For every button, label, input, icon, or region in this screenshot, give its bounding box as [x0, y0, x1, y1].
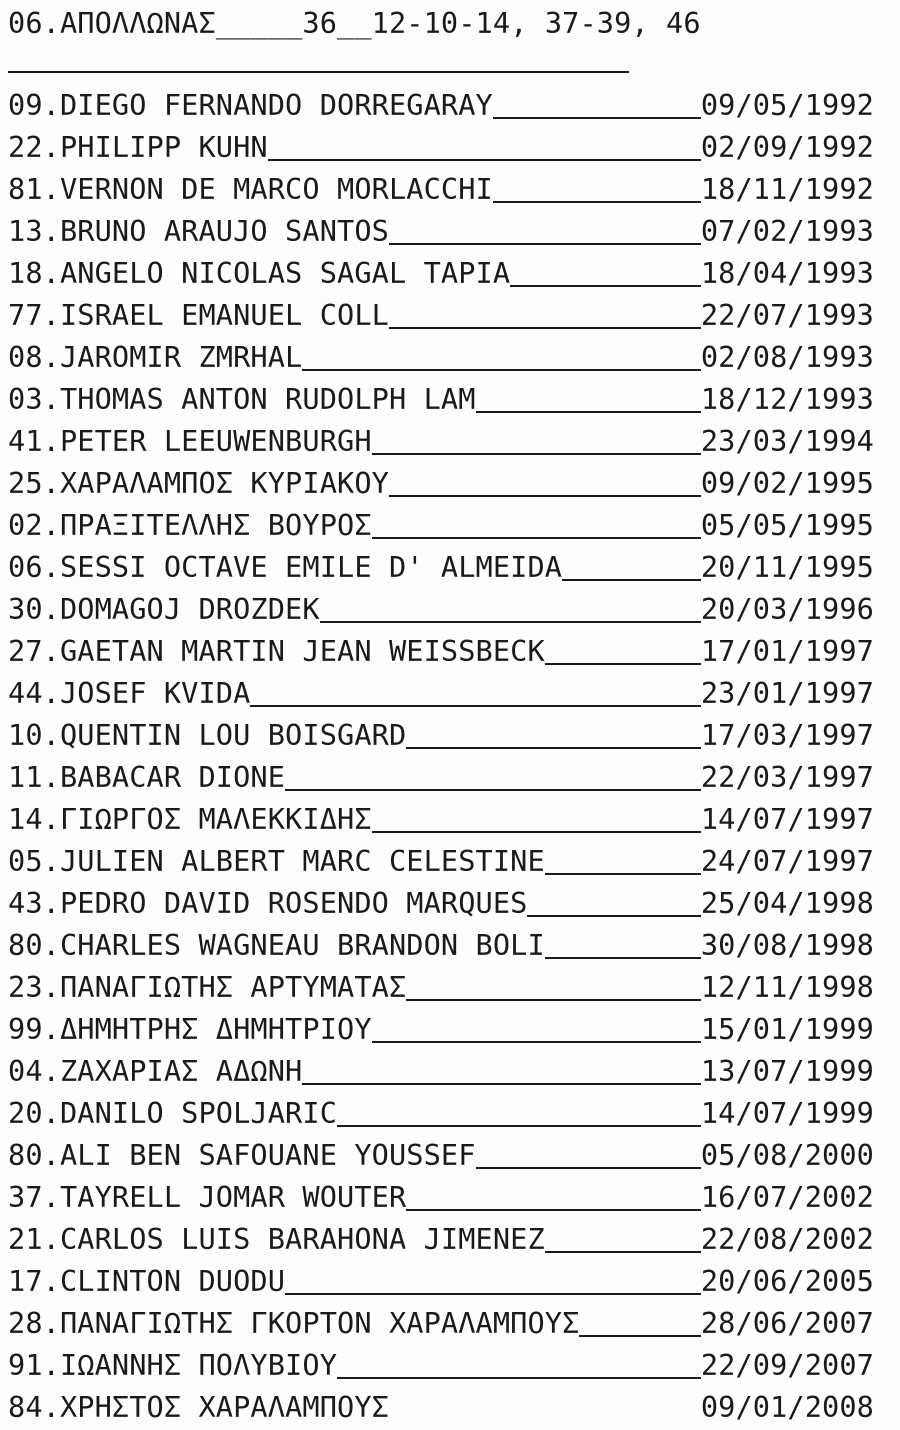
player-number-dot: . — [42, 886, 60, 920]
player-row — [8, 588, 874, 630]
player-number-dot: . — [42, 634, 60, 668]
player-number: 17 — [8, 1264, 43, 1298]
player-number: 09 — [8, 88, 43, 122]
player-list — [8, 84, 874, 1428]
player-name: DOMAGOJ DROZDEK — [59, 592, 320, 626]
player-number-dot: . — [42, 718, 60, 752]
player-number: 80 — [8, 928, 43, 962]
leader-underline — [389, 321, 701, 329]
player-name: ΧΡΗΣΤΟΣ ΧΑΡΑΛΑΜΠΟΥΣ — [59, 1390, 389, 1424]
separator-line — [8, 71, 629, 73]
player-number-dot: . — [42, 1390, 60, 1424]
player-name: ΠΑΝΑΓΙΩΤΗΣ ΓΚΟΡΤΟΝ ΧΑΡΑΛΑΜΠΟΥΣ — [59, 1306, 580, 1340]
player-number-dot: . — [42, 592, 60, 626]
leader-underline — [562, 573, 701, 581]
player-row — [8, 630, 874, 672]
player-number-dot: . — [42, 1180, 60, 1214]
player-name: PETER LEEUWENBURGH — [59, 424, 372, 458]
player-number: 30 — [8, 592, 43, 626]
player-birth-date: 24/07/1997 — [700, 844, 874, 878]
leader-underline — [406, 741, 701, 749]
player-birth-date: 13/07/1999 — [700, 1054, 874, 1088]
player-number: 37 — [8, 1180, 43, 1214]
player-birth-date: 28/06/2007 — [700, 1306, 874, 1340]
player-name: ANGELO NICOLAS SAGAL TAPIA — [59, 256, 511, 290]
player-name: ΠΑΝΑΓΙΩΤΗΣ ΑΡΤΥΜΑΤΑΣ — [59, 970, 407, 1004]
leader-underline — [476, 1161, 701, 1169]
player-number: 02 — [8, 508, 43, 542]
player-row — [8, 1092, 874, 1134]
player-number: 44 — [8, 676, 43, 710]
player-number-dot: . — [42, 1054, 60, 1088]
player-number: 77 — [8, 298, 43, 332]
player-number-dot: . — [42, 1012, 60, 1046]
player-name: GAETAN MARTIN JEAN WEISSBECK — [59, 634, 545, 668]
player-number-dot: . — [42, 1222, 60, 1256]
player-number: 18 — [8, 256, 43, 290]
player-row — [8, 336, 874, 378]
player-number: 25 — [8, 466, 43, 500]
leader-underline — [372, 825, 701, 833]
player-birth-date: 30/08/1998 — [700, 928, 874, 962]
player-name: BRUNO ARAUJO SANTOS — [59, 214, 389, 248]
player-birth-date: 18/11/1992 — [700, 172, 874, 206]
player-number: 13 — [8, 214, 43, 248]
player-number: 22 — [8, 130, 43, 164]
player-row — [8, 882, 874, 924]
player-row — [8, 798, 874, 840]
player-number-dot: . — [42, 970, 60, 1004]
leader-underline — [268, 153, 701, 161]
player-birth-date: 18/12/1993 — [700, 382, 874, 416]
header-underline-1: _____ — [215, 6, 303, 40]
leader-underline — [302, 363, 700, 371]
player-number-dot: . — [42, 130, 60, 164]
player-row — [8, 1344, 874, 1386]
player-birth-date: 09/02/1995 — [700, 466, 874, 500]
team-header — [8, 2, 701, 44]
player-row — [8, 756, 874, 798]
player-name: THOMAS ANTON RUDOLPH LAM — [59, 382, 476, 416]
player-name: DANILO SPOLJARIC — [59, 1096, 338, 1130]
player-row — [8, 210, 874, 252]
player-birth-date: 02/09/1992 — [700, 130, 874, 164]
player-row — [8, 378, 874, 420]
player-number-dot: . — [42, 844, 60, 878]
leader-underline — [493, 111, 701, 119]
player-row — [8, 840, 874, 882]
leader-underline — [372, 531, 701, 539]
player-birth-date: 07/02/1993 — [700, 214, 874, 248]
player-birth-date: 23/01/1997 — [700, 676, 874, 710]
player-row — [8, 714, 874, 756]
player-birth-date: 02/08/1993 — [700, 340, 874, 374]
player-number-dot: . — [42, 340, 60, 374]
player-name: BABACAR DIONE — [59, 760, 286, 794]
player-row — [8, 294, 874, 336]
player-number: 03 — [8, 382, 43, 416]
player-number: 08 — [8, 340, 43, 374]
player-birth-date: 05/05/1995 — [700, 508, 874, 542]
player-birth-date: 14/07/1997 — [700, 802, 874, 836]
player-birth-date: 09/01/2008 — [700, 1390, 874, 1424]
player-number-dot: . — [42, 928, 60, 962]
leader-underline — [476, 405, 701, 413]
player-birth-date: 16/07/2002 — [700, 1180, 874, 1214]
player-row — [8, 966, 874, 1008]
player-name: CLINTON DUODU — [59, 1264, 286, 1298]
leader-underline — [389, 1413, 701, 1421]
player-name: ΓΙΩΡΓΟΣ ΜΑΛΕΚΚΙΔΗΣ — [59, 802, 372, 836]
player-row — [8, 1134, 874, 1176]
player-number: 06 — [8, 550, 43, 584]
player-name: ALI BEN SAFOUANE YOUSSEF — [59, 1138, 476, 1172]
leader-underline — [545, 951, 701, 959]
player-number-dot: . — [42, 676, 60, 710]
player-row — [8, 1050, 874, 1092]
player-name: JAROMIR ZMRHAL — [59, 340, 303, 374]
player-name: JOSEF KVIDA — [59, 676, 251, 710]
player-count: 36 — [302, 6, 338, 40]
leader-underline — [545, 1245, 701, 1253]
player-birth-date: 20/03/1996 — [700, 592, 874, 626]
number-ranges: 12-10-14, 37-39, 46 — [371, 6, 701, 40]
player-name: QUENTIN LOU BOISGARD — [59, 718, 407, 752]
player-number: 41 — [8, 424, 43, 458]
leader-underline — [372, 1035, 701, 1043]
leader-underline — [337, 1119, 701, 1127]
player-row — [8, 1302, 874, 1344]
leader-underline — [337, 1371, 701, 1379]
player-name: ΧΑΡΑΛΑΜΠΟΣ ΚΥΡΙΑΚΟΥ — [59, 466, 389, 500]
player-number: 84 — [8, 1390, 43, 1424]
player-row — [8, 504, 874, 546]
leader-underline — [545, 657, 701, 665]
player-number-dot: . — [42, 1348, 60, 1382]
player-number: 05 — [8, 844, 43, 878]
player-number: 10 — [8, 718, 43, 752]
player-row — [8, 462, 874, 504]
player-birth-date: 22/09/2007 — [700, 1348, 874, 1382]
player-name: ΙΩΑΝΝΗΣ ΠΟΛΥΒΙΟΥ — [59, 1348, 338, 1382]
player-name: ISRAEL EMANUEL COLL — [59, 298, 389, 332]
player-number-dot: . — [42, 1306, 60, 1340]
player-birth-date: 20/06/2005 — [700, 1264, 874, 1298]
player-number: 80 — [8, 1138, 43, 1172]
player-birth-date: 14/07/1999 — [700, 1096, 874, 1130]
player-birth-date: 17/03/1997 — [700, 718, 874, 752]
player-number: 20 — [8, 1096, 43, 1130]
player-number-dot: . — [42, 466, 60, 500]
leader-underline — [389, 489, 701, 497]
player-number-dot: . — [42, 802, 60, 836]
player-row — [8, 1260, 874, 1302]
player-name: CHARLES WAGNEAU BRANDON BOLI — [59, 928, 545, 962]
team-number: 06 — [8, 6, 43, 40]
player-number-dot: . — [42, 382, 60, 416]
player-number: 81 — [8, 172, 43, 206]
leader-underline — [545, 867, 701, 875]
team-number-dot: . — [42, 6, 60, 40]
player-number-dot: . — [42, 172, 60, 206]
player-birth-date: 18/04/1993 — [700, 256, 874, 290]
player-row — [8, 1176, 874, 1218]
player-number-dot: . — [42, 88, 60, 122]
player-number-dot: . — [42, 508, 60, 542]
player-name: VERNON DE MARCO MORLACCHI — [59, 172, 493, 206]
leader-underline — [250, 699, 700, 707]
player-name: TAYRELL JOMAR WOUTER — [59, 1180, 407, 1214]
player-birth-date: 20/11/1995 — [700, 550, 874, 584]
leader-underline — [389, 237, 701, 245]
player-row — [8, 168, 874, 210]
player-number: 99 — [8, 1012, 43, 1046]
player-number: 91 — [8, 1348, 43, 1382]
player-birth-date: 22/03/1997 — [700, 760, 874, 794]
player-name: ΠΡΑΞΙΤΕΛΛΗΣ ΒΟΥΡΟΣ — [59, 508, 372, 542]
player-number: 27 — [8, 634, 43, 668]
player-name: ΔΗΜΗΤΡΗΣ ΔΗΜΗΤΡΙΟΥ — [59, 1012, 372, 1046]
leader-underline — [302, 1077, 700, 1085]
leader-underline — [510, 279, 701, 287]
player-birth-date: 17/01/1997 — [700, 634, 874, 668]
leader-underline — [527, 909, 700, 917]
leader-underline — [372, 447, 701, 455]
player-row — [8, 84, 874, 126]
player-number-dot: . — [42, 550, 60, 584]
header-underline-2: __ — [337, 6, 372, 40]
leader-underline — [493, 195, 701, 203]
player-number-dot: . — [42, 214, 60, 248]
player-name: JULIEN ALBERT MARC CELESTINE — [59, 844, 545, 878]
player-name: SESSI OCTAVE EMILE D' ALMEIDA — [59, 550, 563, 584]
player-row — [8, 924, 874, 966]
leader-underline — [406, 993, 701, 1001]
player-birth-date: 15/01/1999 — [700, 1012, 874, 1046]
player-birth-date: 05/08/2000 — [700, 1138, 874, 1172]
player-number: 21 — [8, 1222, 43, 1256]
player-number-dot: . — [42, 1138, 60, 1172]
player-number-dot: . — [42, 1264, 60, 1298]
player-number: 11 — [8, 760, 43, 794]
leader-underline — [285, 783, 701, 791]
player-birth-date: 23/03/1994 — [700, 424, 874, 458]
player-number: 43 — [8, 886, 43, 920]
player-number-dot: . — [42, 256, 60, 290]
leader-underline — [285, 1287, 701, 1295]
leader-underline — [320, 615, 701, 623]
team-name: ΑΠΟΛΛΩΝΑΣ — [59, 6, 216, 40]
player-number: 14 — [8, 802, 43, 836]
player-row — [8, 1386, 874, 1428]
player-row — [8, 126, 874, 168]
player-row — [8, 252, 874, 294]
player-birth-date: 22/08/2002 — [700, 1222, 874, 1256]
player-name: DIEGO FERNANDO DORREGARAY — [59, 88, 493, 122]
player-number: 23 — [8, 970, 43, 1004]
player-birth-date: 09/05/1992 — [700, 88, 874, 122]
player-number: 04 — [8, 1054, 43, 1088]
player-row — [8, 1008, 874, 1050]
player-number-dot: . — [42, 760, 60, 794]
player-number-dot: . — [42, 298, 60, 332]
player-name: CARLOS LUIS BARAHONA JIMENEZ — [59, 1222, 545, 1256]
player-name: PHILIPP KUHN — [59, 130, 268, 164]
player-row — [8, 1218, 874, 1260]
leader-underline — [579, 1329, 700, 1337]
player-row — [8, 546, 874, 588]
player-row — [8, 420, 874, 462]
roster-document — [8, 0, 892, 1424]
player-birth-date: 25/04/1998 — [700, 886, 874, 920]
player-number-dot: . — [42, 424, 60, 458]
player-name: PEDRO DAVID ROSENDO MARQUES — [59, 886, 528, 920]
player-birth-date: 12/11/1998 — [700, 970, 874, 1004]
player-number-dot: . — [42, 1096, 60, 1130]
player-number: 28 — [8, 1306, 43, 1340]
player-birth-date: 22/07/1993 — [700, 298, 874, 332]
player-row — [8, 672, 874, 714]
leader-underline — [406, 1203, 701, 1211]
player-name: ΖΑΧΑΡΙΑΣ ΑΔΩΝΗ — [59, 1054, 303, 1088]
